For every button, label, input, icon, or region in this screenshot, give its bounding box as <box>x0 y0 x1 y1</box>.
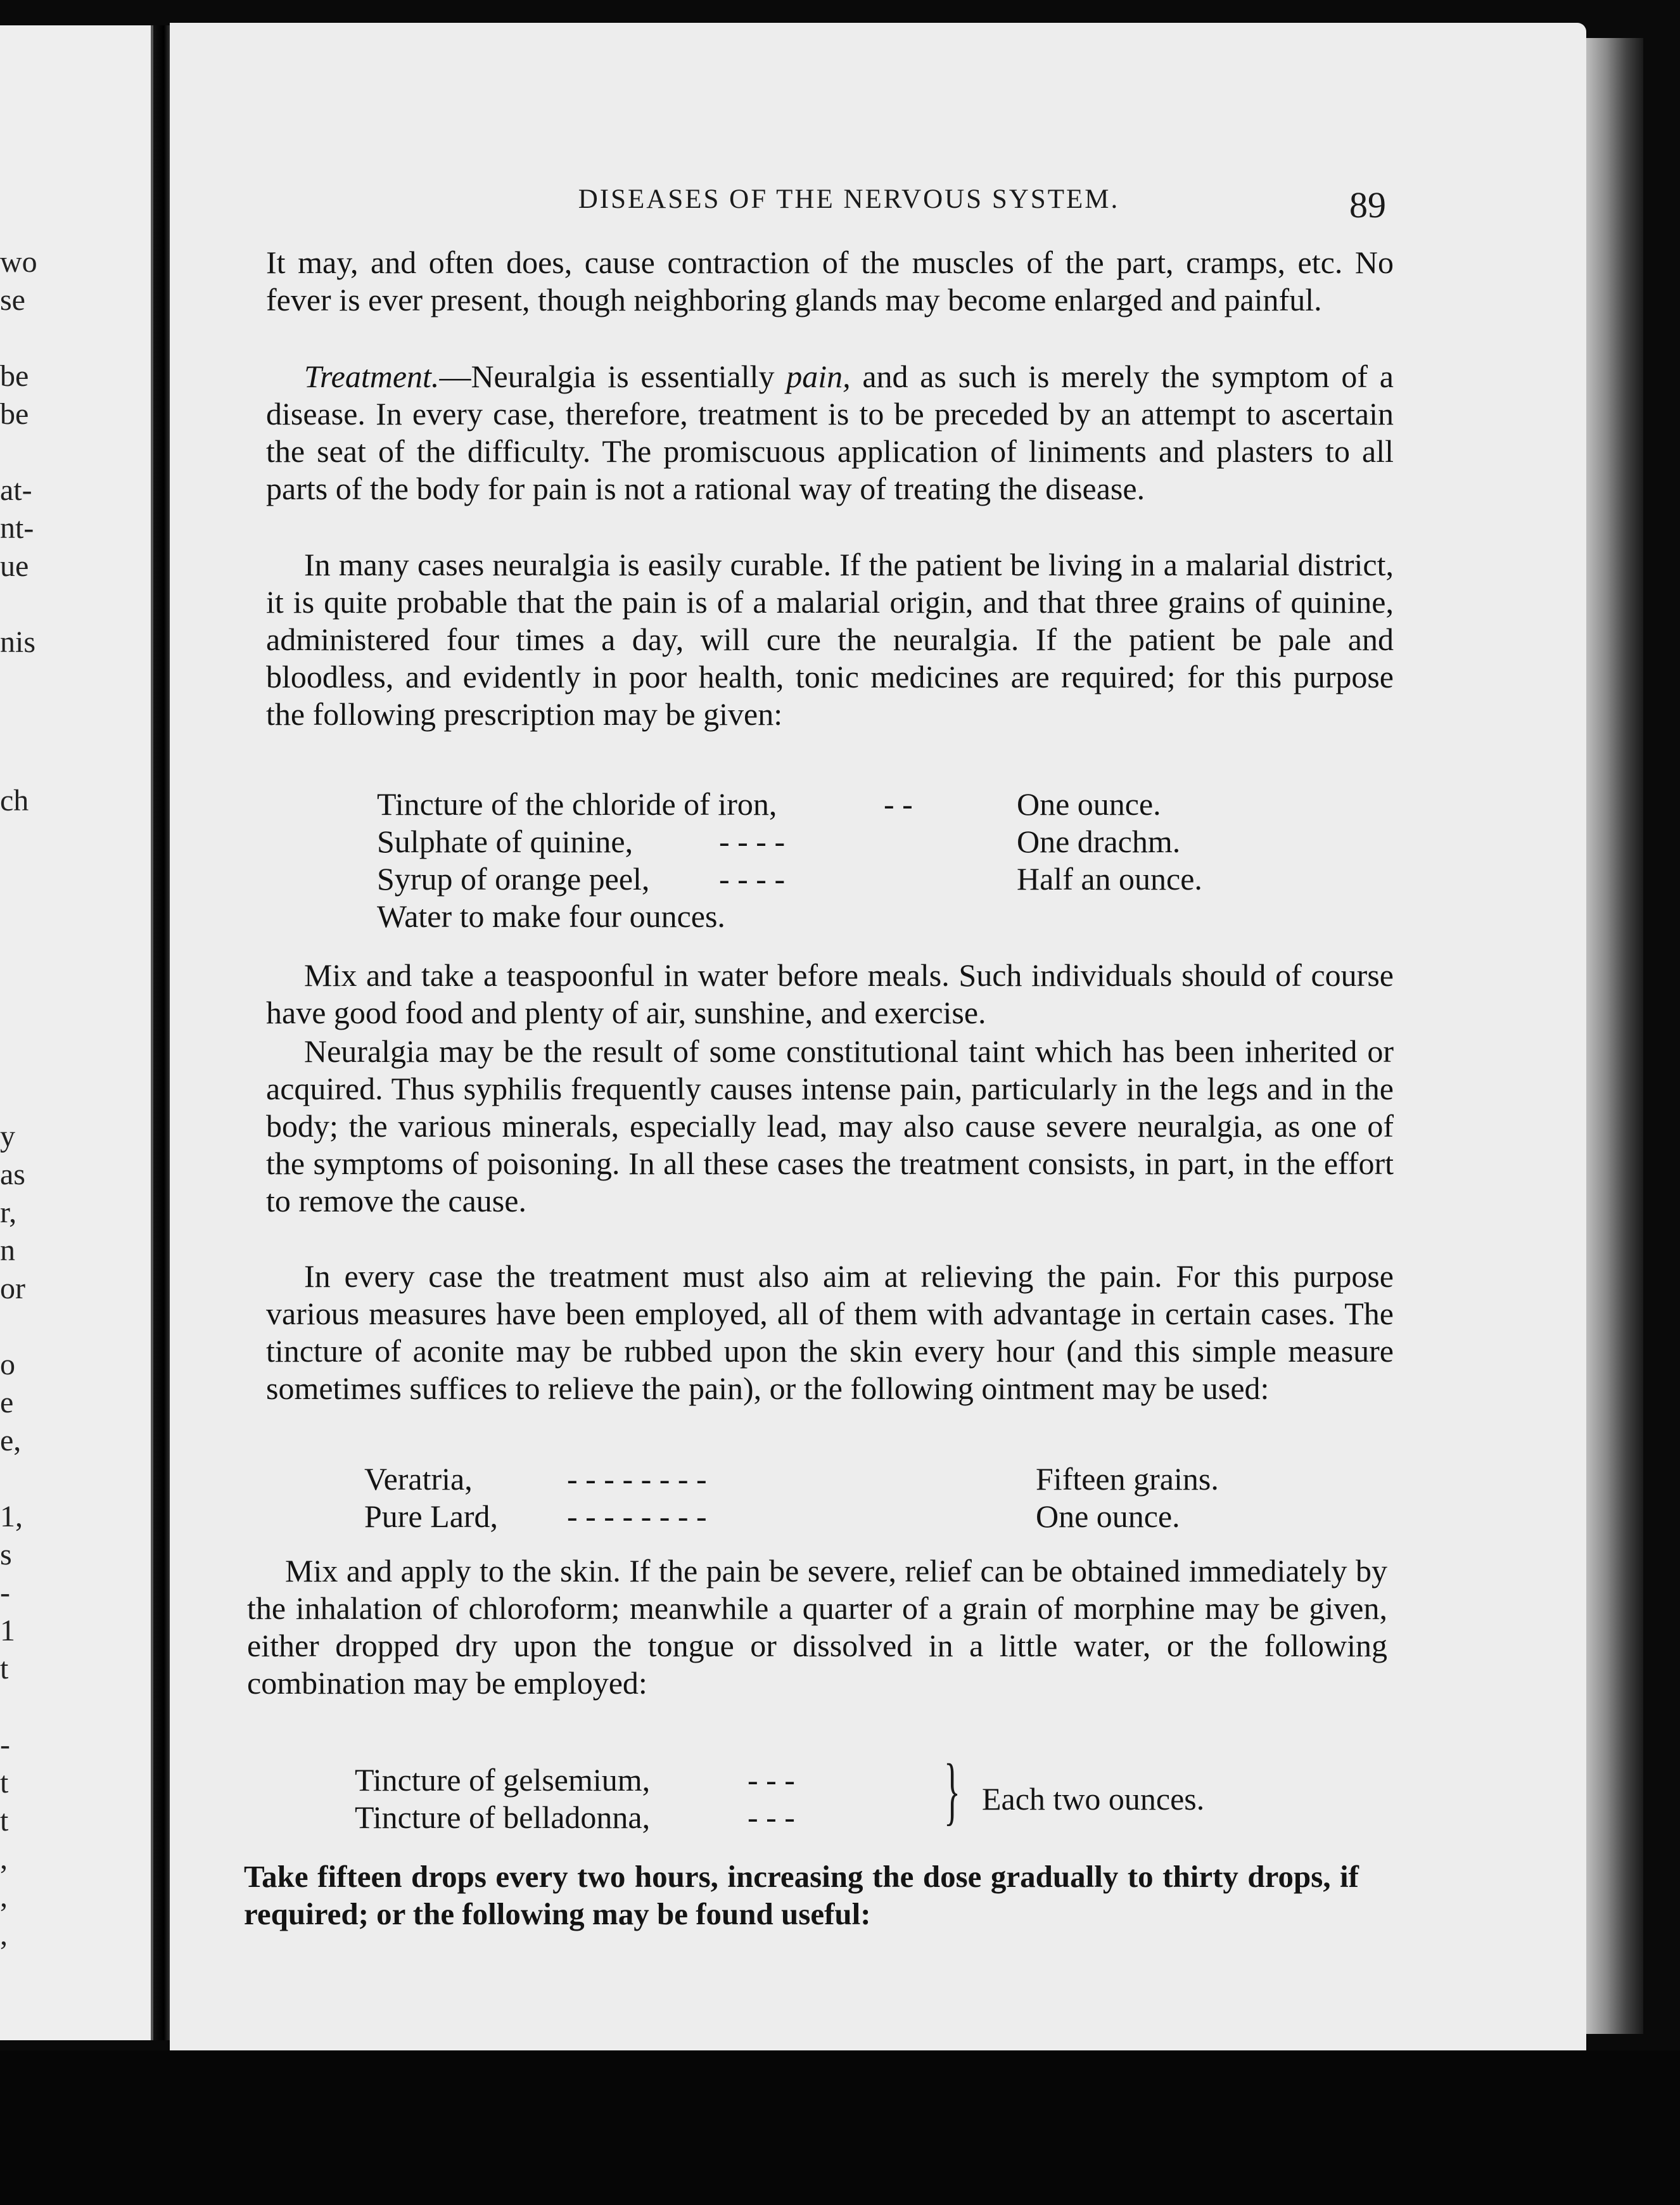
facing-page-fragment: e <box>0 1386 14 1419</box>
prescription-line: Veratria, - - - - - - - - Fifteen grains. <box>364 1461 1219 1497</box>
facing-page-fragment: y <box>0 1120 15 1153</box>
paragraph-text: Take fifteen drops every two hours, increasing the dose gradually to thirty drops, if required; or the following may be found useful: <box>244 1859 1359 1931</box>
prescription-line: Syrup of orange peel, - - - - Half an ounce. <box>377 861 1202 897</box>
facing-page-fragment: t <box>0 1804 9 1838</box>
page-fore-edge <box>1586 38 1643 2034</box>
facing-page-fragment: n <box>0 1234 15 1267</box>
facing-page-fragment: e, <box>0 1424 22 1457</box>
facing-page-fragment: ue <box>0 549 29 583</box>
paragraph-mix-teaspoonful <box>266 957 1394 1032</box>
facing-page-fragment: or <box>0 1272 25 1305</box>
prescription-line: Water to make four ounces. <box>377 898 725 934</box>
facing-page-fragment: - <box>0 1728 10 1761</box>
prescription-iron-quinine <box>377 786 1327 935</box>
prescription-line: Pure Lard, - - - - - - - - One ounce. <box>364 1499 1180 1534</box>
facing-page-fragment: se <box>0 283 25 317</box>
prescription-veratria-ointment <box>364 1460 1314 1535</box>
paragraph-apply-skin <box>247 1552 1387 1702</box>
facing-page-fragment: , <box>0 1880 8 1914</box>
facing-page-fragment: as <box>0 1158 25 1191</box>
paragraph-text: In every case the treatment must also aim at relieving the pain. For this purpose various measures have been employed, all of them with advantage in certain cases. The tincture of aconite may be rubbed upon the skin every hour (and this simple measure sometimes suffices to relieve the pain), or the following ointment may be used: <box>266 1258 1394 1406</box>
emphasis-pain: pain, <box>786 359 851 394</box>
paragraph-text: Mix and apply to the skin. If the pain be severe, relief can be obtained immediately by the inhalation of chloroform; meanwhile a quarter of a grain of morphine may be given, either dropped dry upon the tongue or dissolved in a little water, or the following combination may be employed: <box>247 1553 1387 1701</box>
paragraph-fifteen-drops <box>244 1858 1359 1933</box>
prescription-line: Tincture of belladonna, - - - <box>355 1799 795 1835</box>
running-head: DISEASES OF THE NERVOUS SYSTEM. <box>578 184 1120 214</box>
scan-bottom-border <box>0 2050 1680 2205</box>
paragraph-text: In many cases neuralgia is easily curable. If the patient be living in a malarial district, it is quite probable that the pain is of a malarial origin, and that three grains of quinine, administered four times a day, will cure the neuralgia. If the patient be pale and bloodless, and evidently in poor health, tonic medicines are required; for this purpose the following prescription may be given: <box>266 547 1394 732</box>
treatment-heading: Treatment. <box>304 359 440 394</box>
paragraph-constitutional-taint <box>266 1033 1394 1220</box>
facing-page-fragment: ch <box>0 784 29 817</box>
book-gutter <box>153 25 171 2040</box>
facing-page-fragment: s <box>0 1538 12 1571</box>
page-number: 89 <box>1349 184 1386 226</box>
facing-page-fragment: t <box>0 1652 9 1685</box>
facing-page-fragment: at- <box>0 473 32 507</box>
paragraph-symptoms <box>266 244 1394 319</box>
facing-page-fragment: o <box>0 1348 15 1381</box>
brace-symbol: } <box>944 1748 960 1832</box>
paragraph-text: Treatment.—Neuralgia is essentially pain, and as such is merely the symptom of a disease. In every case, therefore, treatment is to be preceded by an attempt to ascertain the seat of the difficulty. The promiscuous application of liniments and plasters to all parts of the body for pain is not a rational way of treating the disease. <box>266 359 1394 506</box>
facing-page-fragment: 1 <box>0 1614 15 1647</box>
facing-page-fragment: r, <box>0 1196 17 1229</box>
prescription-line: Tincture of gelsemium, - - - <box>355 1762 795 1798</box>
facing-page-fragment: t <box>0 1766 9 1799</box>
paragraph-text: Neuralgia may be the result of some constitutional taint which has been inherited or acquired. Thus syphilis frequently causes intense pain, particularly in the legs and in the body; the various minerals, especially lead, may also cause severe neuralgia, as one of the symptoms of poisoning. In all these cases the treatment consists, in part, in the effort to remove the cause. <box>266 1033 1394 1218</box>
paragraph-curable <box>266 546 1394 733</box>
facing-page-fragment: - <box>0 1576 10 1609</box>
prescription-amount: Each two ounces. <box>982 1781 1205 1817</box>
facing-page-fragment: 1, <box>0 1500 23 1533</box>
prescription-line: Sulphate of quinine, - - - - One drachm. <box>377 824 1181 859</box>
facing-page-fragment: be <box>0 397 29 431</box>
facing-page-fragment: nis <box>0 625 36 659</box>
prescription-gelsemium-belladonna <box>355 1748 1305 1836</box>
paragraph-text: Mix and take a teaspoonful in water before meals. Such individuals should of course have good food and plenty of air, sunshine, and exercise. <box>266 957 1394 1030</box>
paragraph-text: It may, and often does, cause contraction of the muscles of the part, cramps, etc. No fever is ever present, though neighboring glands may become enlarged and painful. <box>266 245 1394 317</box>
facing-page-fragment: nt- <box>0 511 34 545</box>
paragraph-treatment <box>266 358 1394 508</box>
facing-page-fragment: , <box>0 1918 8 1952</box>
facing-page-fragment: be <box>0 359 29 393</box>
facing-page-fragment: wo <box>0 245 37 279</box>
prescription-line: Tincture of the chloride of iron, - - One ounce. <box>377 786 1161 822</box>
paragraph-relieving-pain <box>266 1258 1394 1407</box>
facing-page-fragment: , <box>0 1842 8 1876</box>
